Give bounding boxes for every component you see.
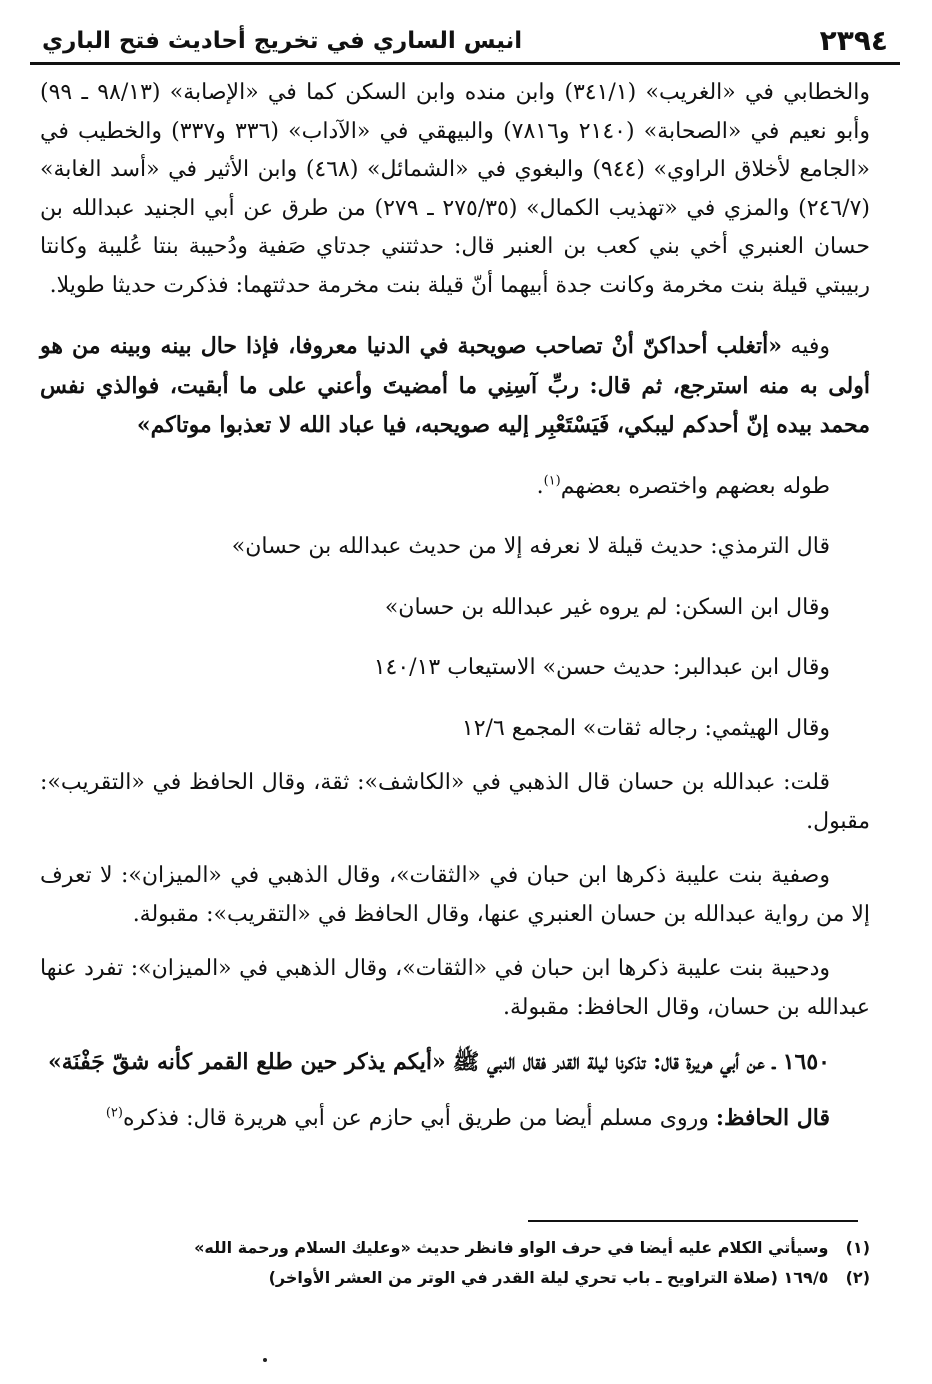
- running-title: انيس الساري في تخريج أحاديث فتح الباري: [42, 28, 523, 54]
- footnote-2: [60, 1263, 870, 1293]
- footnote-ref-2: (٢): [105, 1105, 123, 1121]
- al-hafiz-label: قال الحافظ:: [715, 1104, 830, 1131]
- footnote-ref-1: (١): [543, 473, 561, 489]
- hadith-lead: ١٦٥٠ ـ عن أبي هريرة قال: تذكرنا ليلة القدر فقال النبي ﷺ: [452, 1049, 830, 1075]
- footnote-divider: [528, 1220, 858, 1222]
- footnotes: [60, 1233, 870, 1293]
- paragraph-al-hafiz: [40, 1099, 870, 1139]
- paragraph-ibn-abdilbarr: وقال ابن عبدالبر: حديث حسن» الاستيعاب ١٤٠/١٣: [373, 655, 830, 680]
- page-number: ٢٣٩٤: [819, 24, 888, 57]
- note-end: .: [536, 473, 544, 499]
- al-hafiz-text: وروى مسلم أيضا من طريق أبي حازم عن أبي هريرة قال: فذكره: [122, 1105, 709, 1131]
- paragraph-note: [40, 468, 870, 507]
- page-mark-dot: [263, 1358, 267, 1362]
- paragraph-narrator-grading: قلت: عبدالله بن حسان قال الذهبي في «الكاشف»: ثقة، وقال الحافظ في «التقريب»: مقبول.: [40, 770, 870, 834]
- hadith-quote-1650: «أيكم يذكر حين طلع القمر كأنه شقّ جَفْنَة»: [47, 1049, 446, 1075]
- paragraph-safiyya: وصفية بنت عليبة ذكرها ابن حبان في «الثقات»، وقال الذهبي في «الميزان»: لا تعرف إلا من رواية عبدالله بن حسان العنبري عنها، وقال الحافظ في «التقريب»: مقبولة.: [40, 863, 870, 927]
- paragraph-duhayba: ودحيبة بنت عليبة ذكرها ابن حبان في «الثقات»، وقال الذهبي في «الميزان»: تفرد عنها عبدالله بن حسان، وقال الحافظ: مقبولة.: [40, 956, 870, 1020]
- paragraph-tirmidhi: قال الترمذي: حديث قيلة لا نعرفه إلا من حديث عبدالله بن حسان»: [231, 534, 830, 559]
- footnote-1: [60, 1233, 870, 1263]
- footnote-text: وسيأتي الكلام عليه أيضا في حرف الواو فانظر حديث «وعليك السلام ورحمة الله»: [194, 1238, 829, 1257]
- hadith-1650: [40, 1043, 870, 1083]
- note-text: طوله بعضهم واختصره بعضهم: [560, 473, 830, 499]
- paragraph-ibn-sakan: وقال ابن السكن: لم يروه غير عبدالله بن حسان»: [384, 594, 830, 620]
- page-header: [30, 18, 900, 65]
- footnote-text: ١٦٩/٥ (صلاة التراويح ـ باب تحري ليلة القدر في الوتر من العشر الأواخر): [268, 1268, 829, 1287]
- page-body: [40, 74, 870, 1138]
- excerpt-lead: وفيه: [790, 334, 830, 359]
- footnote-number: (١): [845, 1238, 870, 1257]
- footnote-number: (٢): [845, 1268, 870, 1287]
- paragraph-haythami: وقال الهيثمي: رجاله ثقات» المجمع ١٢/٦: [461, 715, 830, 741]
- paragraph-takhrij-sources: والخطابي في «الغريب» (٣٤١/١) وابن منده وابن السكن كما في «الإصابة» (٩٨/١٣ ـ ٩٩) وأبو نعيم في «الصحابة» (٢١٤٠ و٧٨١٦) والبيهقي في «الآداب» (٣٣٦ و٣٣٧) والخطيب في «الجامع لأخلاق الراوي» (٩٤٤) والبغوي في «الشمائل» (٤٦٨) وابن الأثير في «أسد الغابة» (٢٤٦/٧) والمزي في «تهذيب الكمال» (٢٧٥/٣٥ ـ ٢٧٩) من طرق عن أبي الجنيد عبدالله بن حسان العنبري أخي بني كعب بن العنبر قال: حدثتني جدتاي صَفية ودُحيبة بنتا عُليبة وكانتا ربيبتي قيلة بنت مخرمة وكانت جدة أبيهما أنّ قيلة بنت مخرمة حدثتهما: فذكرت حديثا طويلا.: [40, 80, 870, 298]
- paragraph-hadith-excerpt: [40, 327, 870, 446]
- hadith-quote: «أتغلب أحداكنّ أنْ تصاحب صويحبة في الدنيا معروفا، فإذا حال بينه وبينه من هو أولى به منه استرجع، ثم قال: ربِّ آسِنِي ما أمضيتَ وأعني على ما أبقيت، فوالذي نفس محمد بيده إنّ أحدكم ليبكي، فَيَسْتَعْبِر إليه صويحبه، فيا عباد الله لا تعذبوا موتاكم»: [40, 333, 870, 438]
